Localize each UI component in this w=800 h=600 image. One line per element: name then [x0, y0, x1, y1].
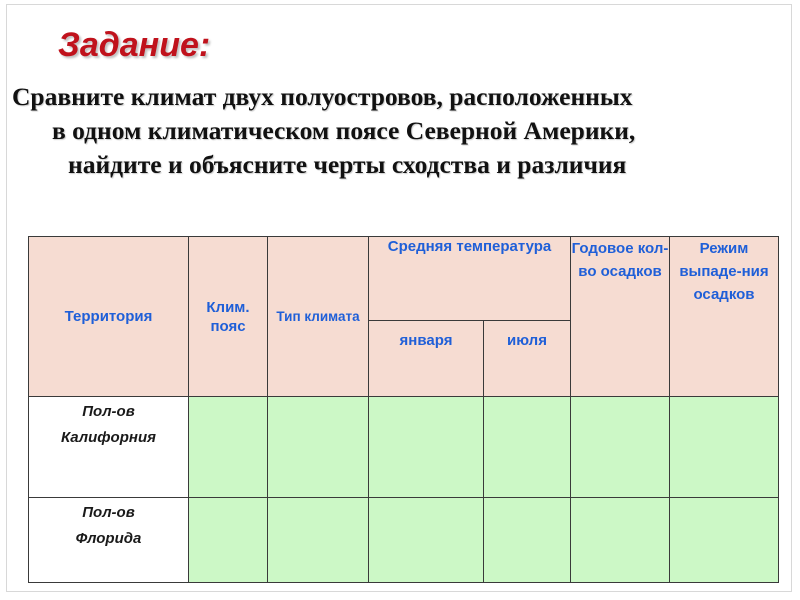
cell-climate-zone[interactable] — [189, 498, 268, 583]
header-january: января — [369, 321, 484, 397]
header-precipitation-regime: Режим выпаде-ния осадков — [670, 237, 779, 397]
cell-climate-zone[interactable] — [189, 397, 268, 498]
cell-january-temp[interactable] — [369, 498, 484, 583]
task-line-3: найдите и объясните черты сходства и различия — [68, 150, 627, 179]
row-label-line-1: Пол-ов — [82, 504, 135, 521]
cell-climate-type[interactable] — [268, 397, 369, 498]
header-avg-temperature: Средняя температура — [369, 237, 571, 321]
climate-comparison-table — [28, 236, 779, 583]
header-territory: Территория — [29, 237, 189, 397]
task-line-2: в одном климатическом поясе Северной Америки, — [52, 116, 636, 145]
header-july: июля — [484, 321, 571, 397]
table-row — [29, 498, 779, 583]
table-row — [29, 397, 779, 498]
cell-january-temp[interactable] — [369, 397, 484, 498]
cell-precipitation-regime[interactable] — [670, 498, 779, 583]
cell-july-temp[interactable] — [484, 498, 571, 583]
task-text — [0, 80, 800, 182]
row-label-line-2: Калифорния — [61, 429, 156, 446]
cell-annual-precipitation[interactable] — [571, 498, 670, 583]
page-title: Задание: — [58, 26, 211, 64]
cell-precipitation-regime[interactable] — [670, 397, 779, 498]
cell-climate-type[interactable] — [268, 498, 369, 583]
task-line-1: Сравните климат двух полуостровов, расположенных — [12, 82, 633, 111]
cell-annual-precipitation[interactable] — [571, 397, 670, 498]
header-climate-type: Тип климата — [268, 237, 369, 397]
header-climate-zone: Клим. пояс — [189, 237, 268, 397]
row-territory-california — [29, 397, 189, 498]
header-annual-precipitation: Годовое кол-во осадков — [571, 237, 670, 397]
row-label-line-2: Флорида — [75, 530, 142, 547]
cell-july-temp[interactable] — [484, 397, 571, 498]
row-label-line-1: Пол-ов — [82, 403, 135, 420]
row-territory-florida — [29, 498, 189, 583]
